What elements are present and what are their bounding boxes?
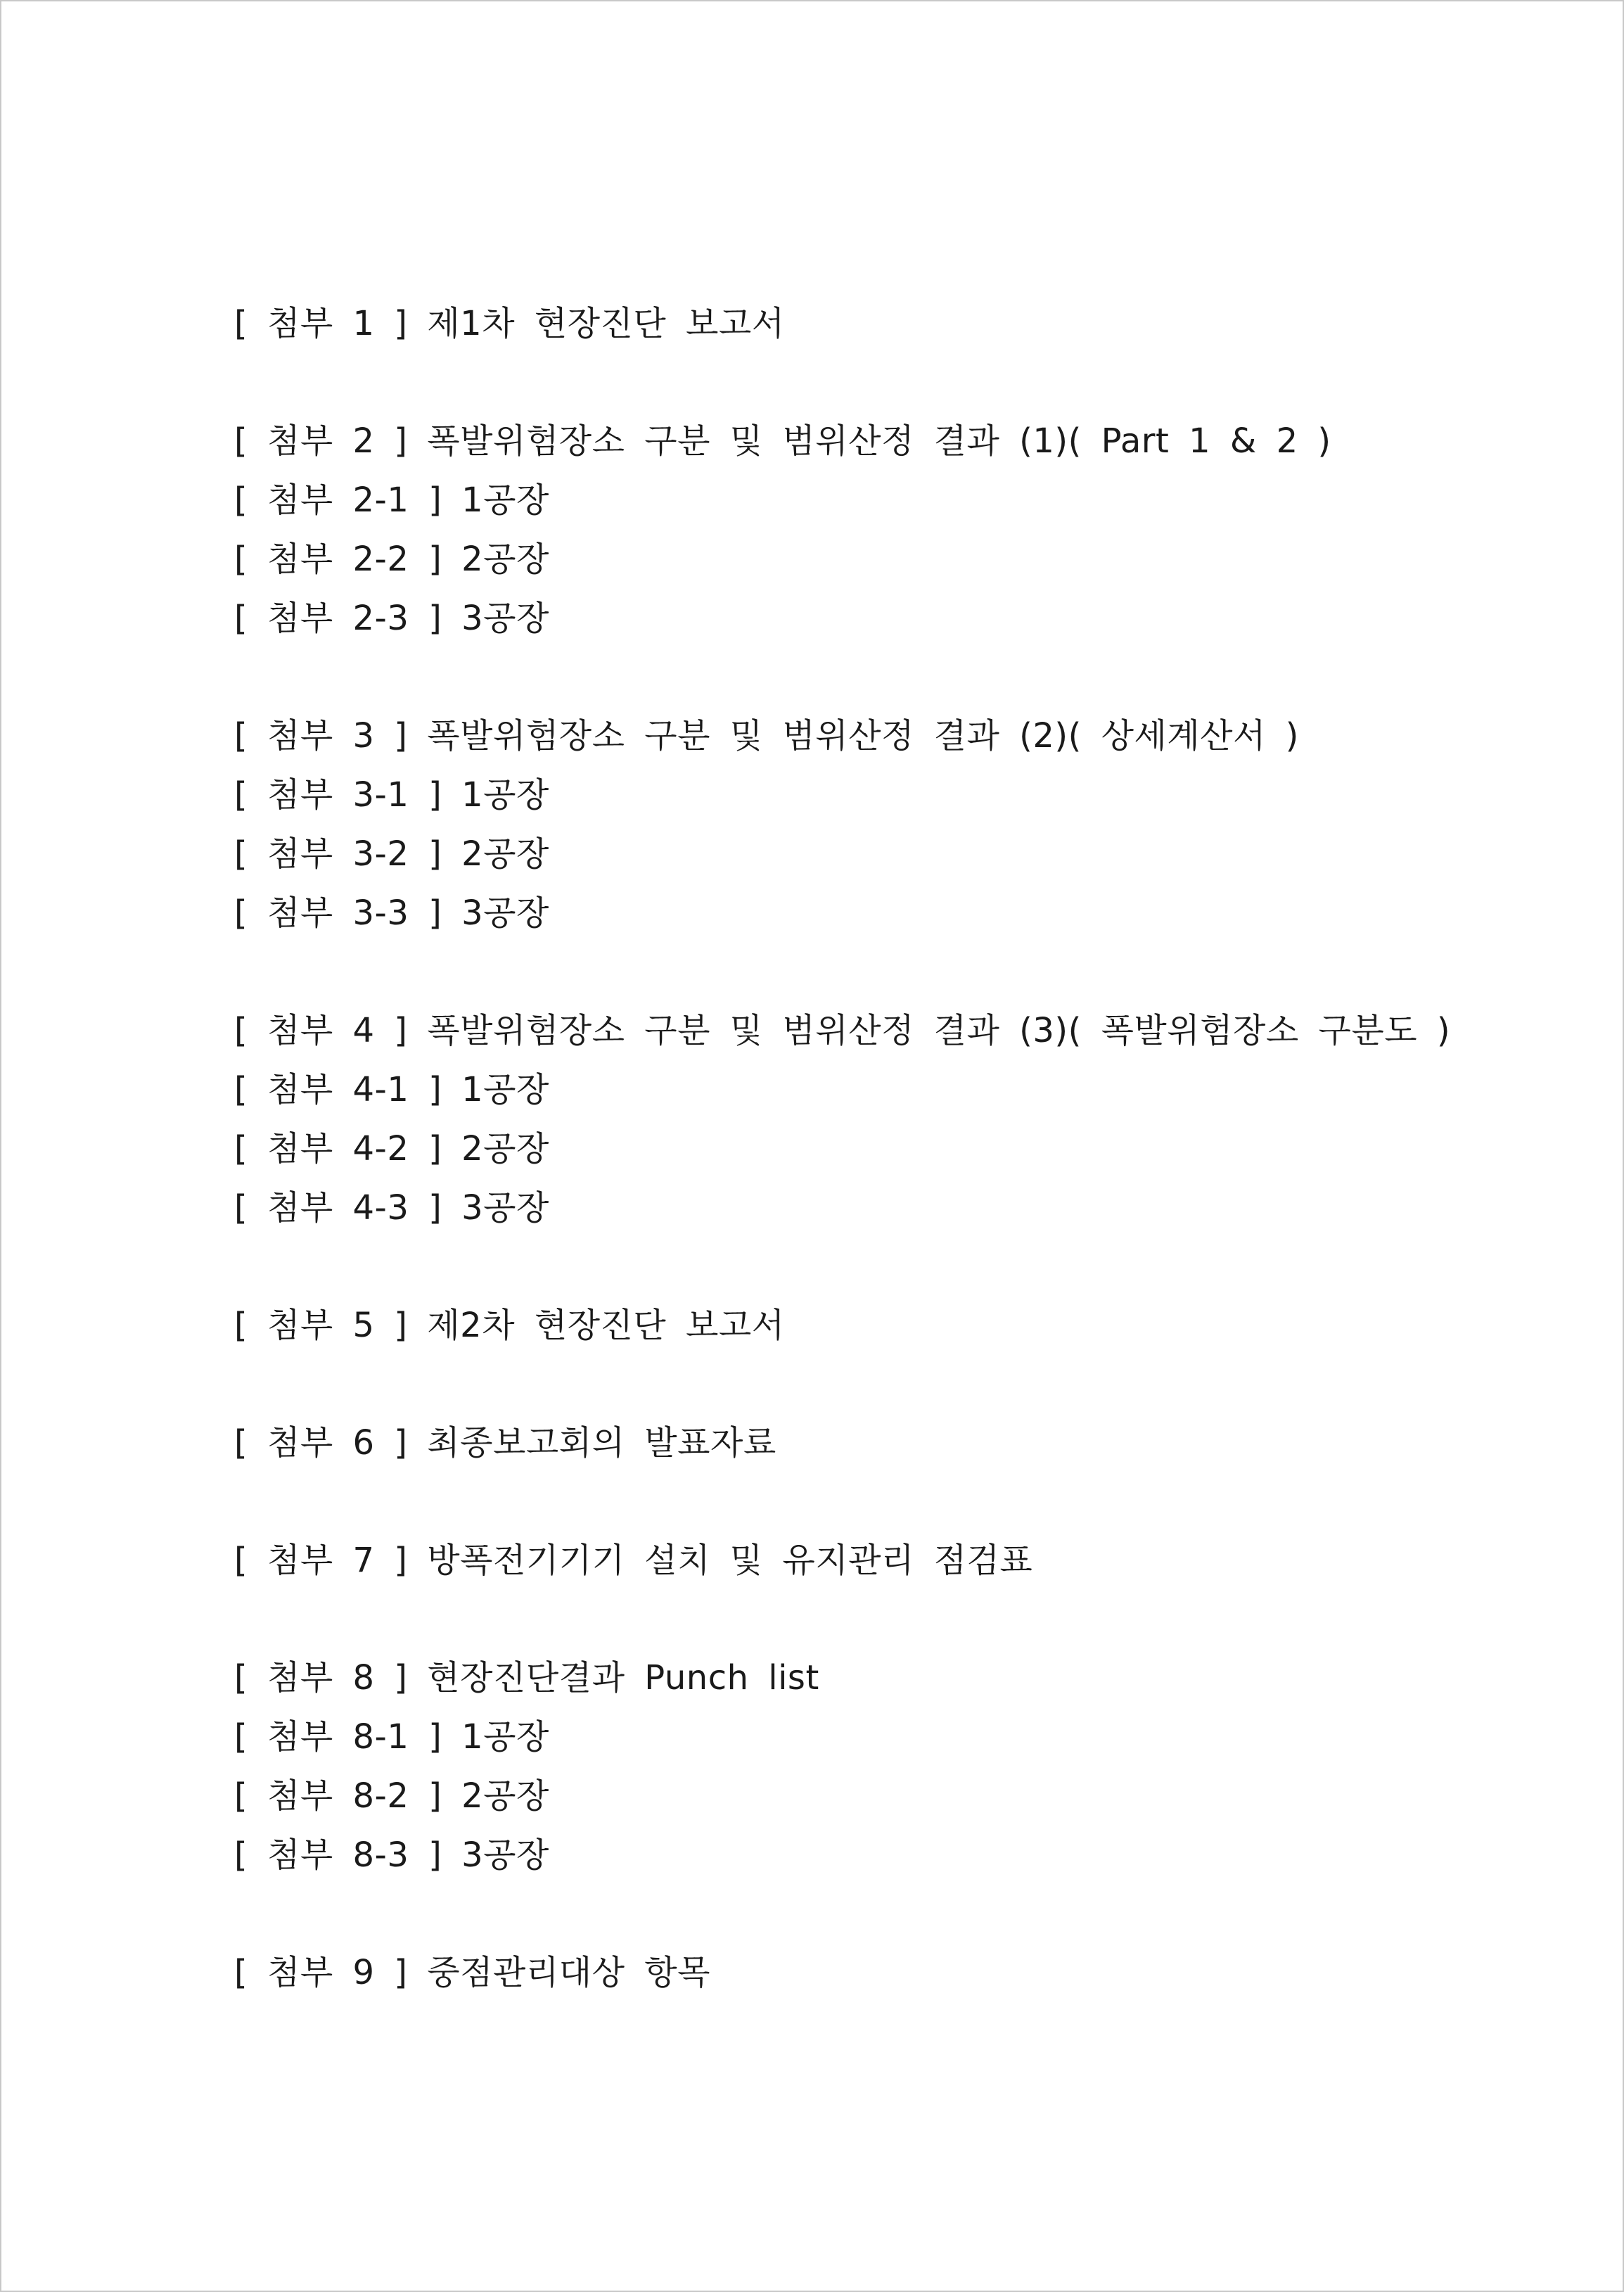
attachment-group-5 [234, 1296, 1500, 1355]
attachment-label: [ 첨부 3 ] [234, 716, 408, 756]
attachment-label: [ 첨부 7 ] [234, 1541, 408, 1580]
attachment-subitem [234, 765, 1500, 825]
attachment-label: [ 첨부 4-1 ] [234, 1070, 442, 1109]
attachment-title: 폭발위험장소 구분 및 범위산정 결과 (3)( 폭발위험장소 구분도 ) [427, 1011, 1451, 1050]
attachment-subitem [234, 1766, 1500, 1826]
attachment-item [234, 1296, 1500, 1355]
attachment-label: [ 첨부 3-1 ] [234, 775, 442, 815]
attachment-title: 제1차 현장진단 보고서 [427, 304, 785, 343]
attachment-label: [ 첨부 6 ] [234, 1423, 408, 1463]
attachment-subitem [234, 825, 1500, 884]
attachment-group-6 [234, 1413, 1500, 1472]
attachment-subitem [234, 1707, 1500, 1766]
attachment-title: 1공장 [461, 1070, 549, 1109]
attachment-label: [ 첨부 2-3 ] [234, 599, 442, 638]
attachment-label: [ 첨부 8 ] [234, 1658, 408, 1698]
attachment-group-2 [234, 412, 1500, 648]
attachment-title: 1공장 [461, 775, 549, 815]
attachment-item [234, 1943, 1500, 2002]
attachment-group-1 [234, 294, 1500, 353]
attachment-item [234, 1001, 1500, 1060]
attachment-title: 폭발위험장소 구분 및 범위산정 결과 (2)( 상세계산서 ) [427, 716, 1299, 756]
attachment-label: [ 첨부 2 ] [234, 421, 408, 461]
attachment-title: 1공장 [461, 480, 549, 520]
attachment-title: 최종보고회의 발표자료 [427, 1423, 776, 1463]
attachment-title: 방폭전기기기 설치 및 유지관리 점검표 [427, 1541, 1033, 1580]
attachment-label: [ 첨부 4-3 ] [234, 1188, 442, 1228]
attachment-label: [ 첨부 8-3 ] [234, 1835, 442, 1875]
attachment-title: 제2차 현장진단 보고서 [427, 1306, 785, 1345]
attachment-item [234, 1648, 1500, 1707]
attachment-label: [ 첨부 4 ] [234, 1011, 408, 1050]
attachment-item [234, 412, 1500, 471]
attachment-group-4 [234, 1001, 1500, 1237]
attachment-title: 2공장 [461, 1129, 549, 1169]
attachment-label: [ 첨부 2-2 ] [234, 540, 442, 579]
attachment-group-7 [234, 1531, 1500, 1590]
attachment-label: [ 첨부 5 ] [234, 1306, 408, 1345]
attachment-title: 3공장 [461, 599, 549, 638]
attachment-item [234, 1413, 1500, 1472]
attachment-title: 2공장 [461, 540, 549, 579]
attachment-list [234, 294, 1500, 2002]
spacer [234, 1472, 1500, 1531]
attachment-label: [ 첨부 1 ] [234, 304, 408, 343]
attachment-label: [ 첨부 8-2 ] [234, 1776, 442, 1816]
attachment-title: 3공장 [461, 1835, 549, 1875]
attachment-subitem [234, 471, 1500, 530]
attachment-label: [ 첨부 3-2 ] [234, 834, 442, 874]
attachment-item [234, 1531, 1500, 1590]
attachment-subitem [234, 884, 1500, 943]
attachment-label: [ 첨부 3-3 ] [234, 893, 442, 933]
attachment-title: 2공장 [461, 834, 549, 874]
attachment-subitem [234, 1178, 1500, 1237]
attachment-title: 현장진단결과 Punch list [427, 1658, 819, 1698]
attachment-title: 2공장 [461, 1776, 549, 1816]
attachment-subitem [234, 1060, 1500, 1119]
attachment-title: 폭발위험장소 구분 및 범위산정 결과 (1)( Part 1 & 2 ) [427, 421, 1331, 461]
attachment-subitem [234, 1826, 1500, 1885]
spacer [234, 1237, 1500, 1296]
attachment-label: [ 첨부 8-1 ] [234, 1717, 442, 1757]
attachment-subitem [234, 589, 1500, 648]
attachment-subitem [234, 530, 1500, 589]
spacer [234, 943, 1500, 1001]
spacer [234, 648, 1500, 706]
attachment-group-3 [234, 706, 1500, 943]
attachment-subitem [234, 1119, 1500, 1178]
attachment-label: [ 첨부 9 ] [234, 1953, 408, 1992]
attachment-item [234, 706, 1500, 765]
spacer [234, 1590, 1500, 1648]
attachment-title: 중점관리대상 항목 [427, 1953, 710, 1992]
attachment-title: 3공장 [461, 1188, 549, 1228]
spacer [234, 1885, 1500, 1943]
attachment-group-9 [234, 1943, 1500, 2002]
attachment-title: 3공장 [461, 893, 549, 933]
attachment-group-8 [234, 1648, 1500, 1885]
attachment-label: [ 첨부 2-1 ] [234, 480, 442, 520]
attachment-title: 1공장 [461, 1717, 549, 1757]
attachment-label: [ 첨부 4-2 ] [234, 1129, 442, 1169]
spacer [234, 1355, 1500, 1413]
attachment-item [234, 294, 1500, 353]
spacer [234, 353, 1500, 412]
